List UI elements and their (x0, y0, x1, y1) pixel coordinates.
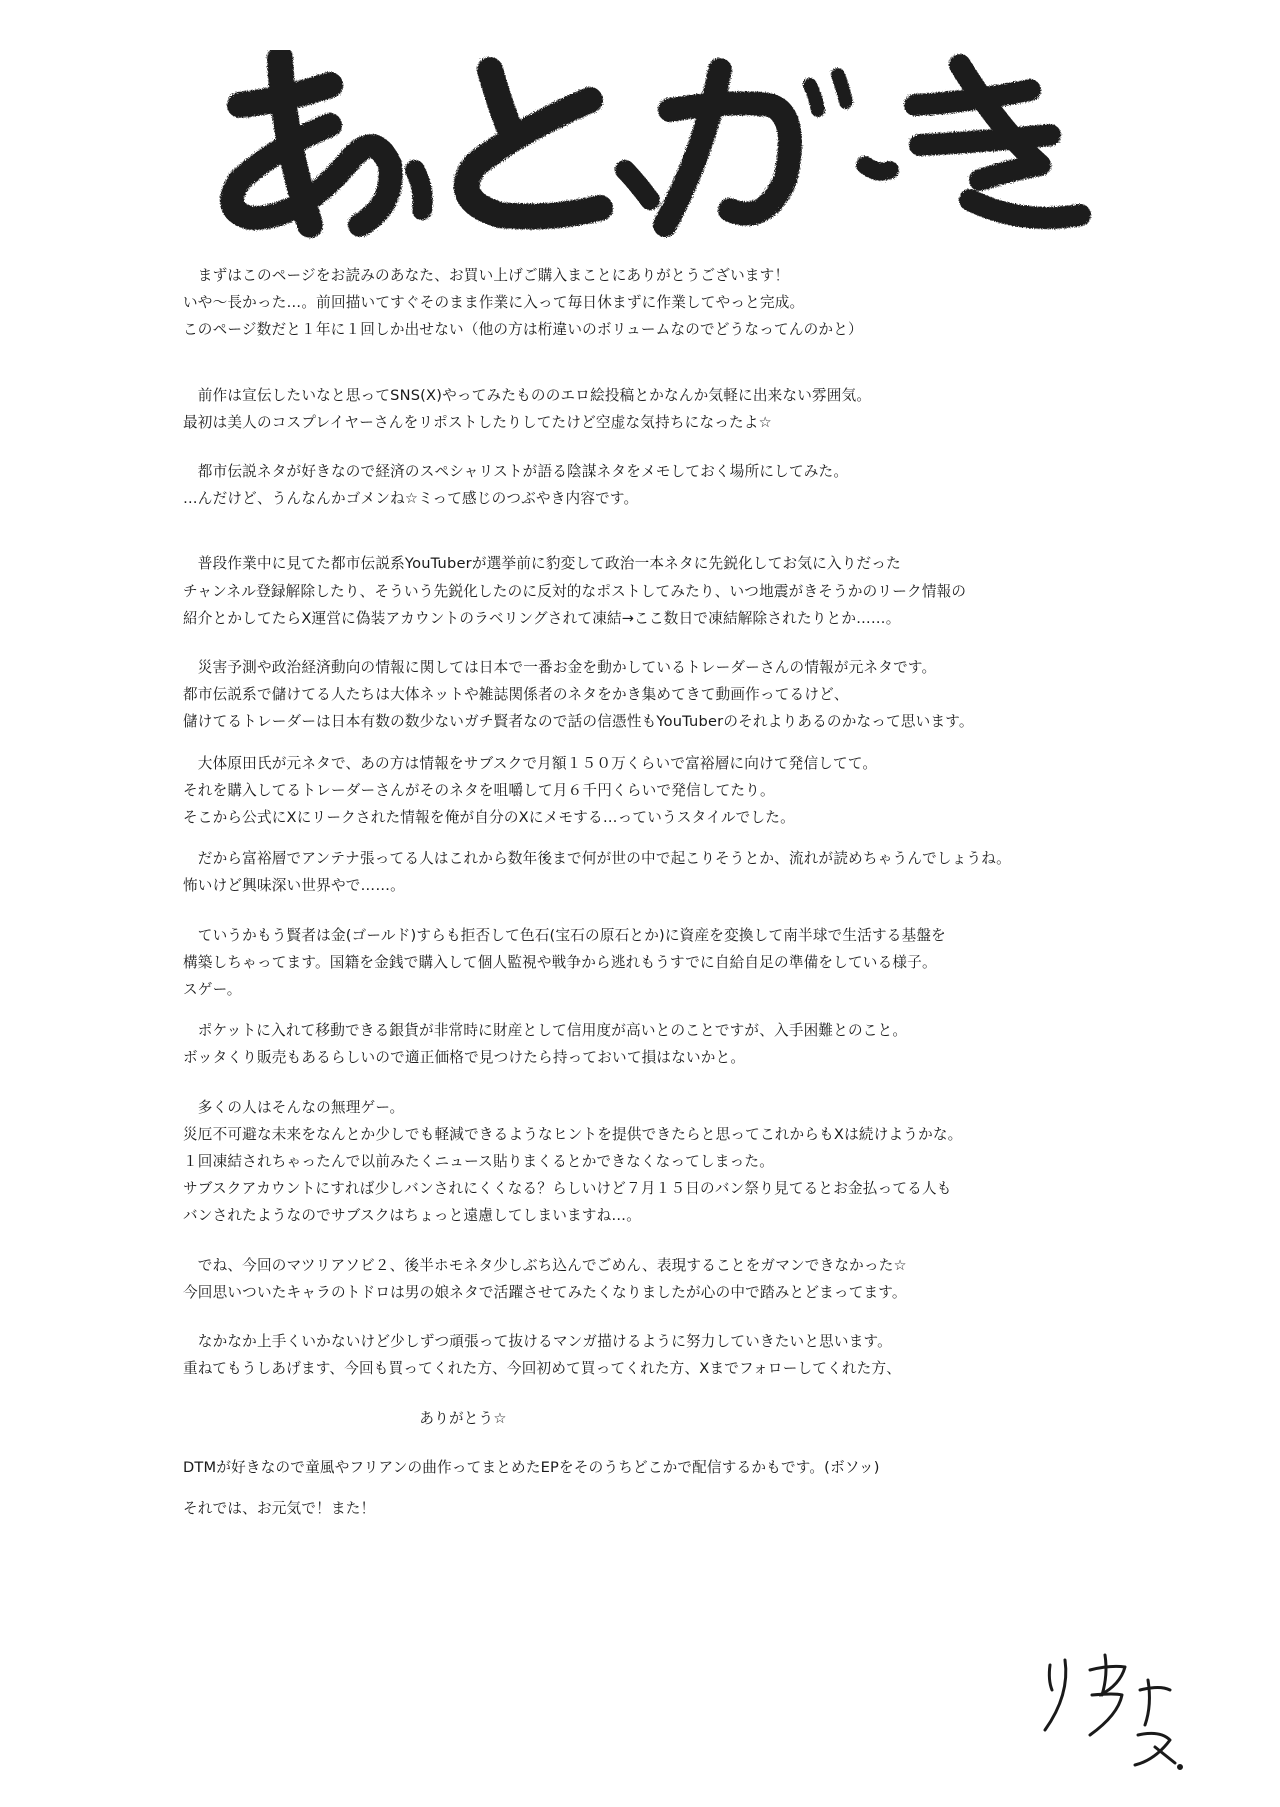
postscript-line: DTMが好きなので童風やフリアンの曲作ってまとめたEPをそのうちどこかで配信するかもです。(ボソッ) (183, 1458, 880, 1476)
paragraph-2: 前作は宣伝したいなと思ってSNS(X)やってみたもののエロ絵投稿とかなんか気軽に出来ない雰囲気。 最初は美人のコスプレイヤーさんをリポストしたりしてたけど空虚な気持ちになったよ☆ (183, 386, 872, 431)
closing-line: それでは、お元気で！また！ (183, 1499, 376, 1517)
paragraph-11: でね、今回のマツリアソビ２、後半ホモネタ少しぶち込んでごめん、表現することをガマンできなかった☆ 今回思いついたキャラのトドロは男の娘ネタで活躍させてみたくなりましたが心の中で踏みとどまってます。 (183, 1256, 907, 1301)
paragraph-5: 災害予測や政治経済動向の情報に関しては日本で一番お金を動かしているトレーダーさんの情報が元ネタです。 都市伝説系で儲けてる人たちは大体ネットや雑誌関係者のネタをかき集めてきて動画作ってるけど、 儲けてるトレーダーは日本有数の数少ないガチ賢者なので話の信憑性もYouTuberのそれよりあるのかなって思います。 (183, 659, 974, 731)
paragraph-12: なかなか上手くいかないけど少しずつ頑張って抜けるマンガ描けるように努力していきたいと思います。 重ねてもうしあげます、今回も買ってくれた方、今回初めて買ってくれた方、Xまでフォローしてくれた方、 (183, 1333, 902, 1378)
paragraph-9: ポケットに入れて移動できる銀貨が非常時に財産として信用度が高いとのことですが、入手困難とのこと。 ボッタくり販売もあるらしいので適正価格で見つけたら持っておいて損はないかと。 (183, 1022, 908, 1067)
afterword-title-art (210, 50, 1110, 250)
signature-drawing (1030, 1635, 1200, 1775)
paragraph-6: 大体原田氏が元ネタで、あの方は情報をサブスクで月額１５０万くらいで富裕層に向けて発信してて。 それを購入してるトレーダーさんがそのネタを咀嚼して月６千円くらいで発信してたり。 そこから公式にXにリークされた情報を俺が自分のXにメモする…っていうスタイルでした。 (183, 754, 878, 827)
paragraph-3: 都市伝説ネタが好きなので経済のスペシャリストが語る陰謀ネタをメモしておく場所にしてみた。 …んだけど、うんなんかゴメンね☆ミって感じのつぶやき内容です。 (183, 463, 849, 508)
thanks-line: ありがとう☆ (419, 1409, 507, 1427)
brush-title-drawing (210, 50, 1110, 250)
paragraph-10: 多くの人はそんなの無理ゲー。 災厄不可避な未来をなんとか少しでも軽減できるようなヒントを提供できたらと思ってこれからもXは続けようかな。 １回凍結されちゃったんで以前みたくニュース貼りまくるとかできなくなってしまった。 サブスクアカウントにすれば少しバンされにくくなる？らしいけど７月１５日のバン祭り見てるとお金払ってる人も バンされたようなのでサブスクはちょっと遠慮してしまいますね…。 (183, 1098, 963, 1225)
author-signature (1030, 1635, 1200, 1775)
paragraph-8: ていうかもう賢者は金(ゴールド)すらも拒否して色石(宝石の原石とか)に資産を変換して南半球で生活する基盤を 構築しちゃってます。国籍を金銭で購入して個人監視や戦争から逃れもうすでに自給自足の準備をしている様子。 スゲー。 (183, 926, 946, 999)
paragraph-4: 普段作業中に見てた都市伝説系YouTuberが選挙前に豹変して政治一本ネタに先鋭化してお気に入りだった チャンネル登録解除したり、そういう先鋭化したのに反対的なポストしてみたり、いつ地震がきそうかのリーク情報の 紹介とかしてたらX運営に偽装アカウントのラベリングされて凍結→ここ数日で凍結解除されたりとか……。 (183, 555, 967, 627)
afterword-body (183, 262, 1083, 1522)
paragraph-7: だから富裕層でアンテナ張ってる人はこれから数年後まで何が世の中で起こりそうとか、流れが読めちゃうんでしょうね。 怖いけど興味深い世界やで……。 (183, 850, 1011, 895)
paragraph-1: まずはこのページをお読みのあなた、お買い上げご購入まことにありがとうございます！ いや～長かった…。前回描いてすぐそのまま作業に入って毎日休まずに作業してやっと完成。 このページ数だと１年に１回しか出せない（他の方は桁違いのボリュームなのでどうなってんのかと） (183, 267, 863, 339)
